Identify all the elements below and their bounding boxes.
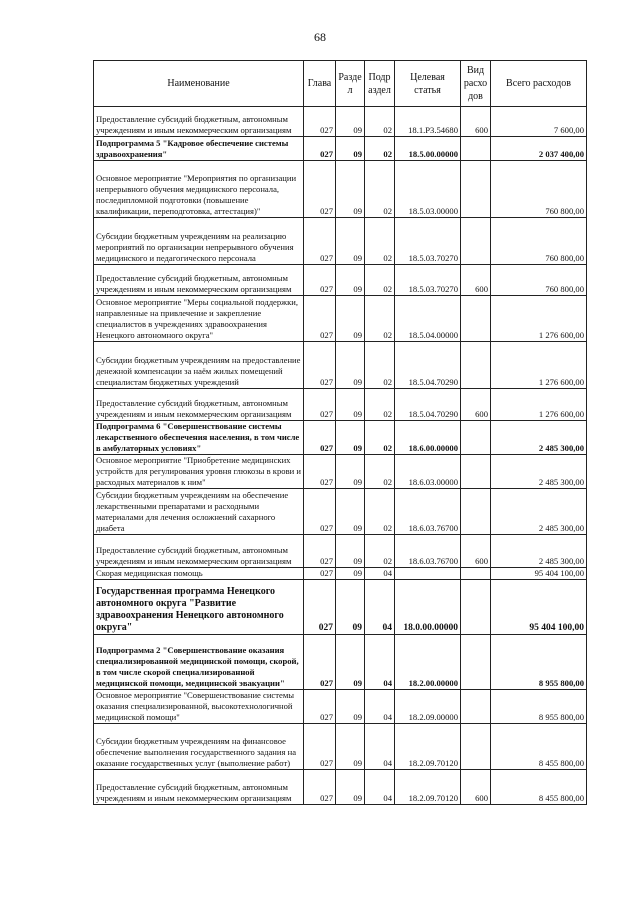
cell-amount: 760 800,00 xyxy=(491,265,587,296)
cell-amount: 2 485 300,00 xyxy=(491,455,587,489)
table-row xyxy=(94,580,587,635)
table-row xyxy=(94,265,587,296)
cell-amount: 95 404 100,00 xyxy=(491,568,587,580)
table-row xyxy=(94,161,587,218)
cell-razdel: 09 xyxy=(336,724,365,770)
cell-podrazdel: 02 xyxy=(365,489,395,535)
cell-glava: 027 xyxy=(304,218,336,265)
cell-glava: 027 xyxy=(304,107,336,137)
cell-article: 18.1.Р3.54680 xyxy=(395,107,461,137)
cell-glava: 027 xyxy=(304,770,336,805)
cell-razdel: 09 xyxy=(336,265,365,296)
cell-podrazdel: 02 xyxy=(365,137,395,161)
cell-podrazdel: 04 xyxy=(365,635,395,690)
cell-vid xyxy=(461,421,491,455)
cell-article: 18.2.00.00000 xyxy=(395,635,461,690)
cell-glava: 027 xyxy=(304,580,336,635)
cell-razdel: 09 xyxy=(336,296,365,342)
cell-glava: 027 xyxy=(304,489,336,535)
header-total: Всего расходов xyxy=(491,61,587,107)
cell-vid: 600 xyxy=(461,107,491,137)
cell-article: 18.5.03.70270 xyxy=(395,265,461,296)
header-glava: Глава xyxy=(304,61,336,107)
cell-vid xyxy=(461,296,491,342)
cell-article: 18.5.03.70270 xyxy=(395,218,461,265)
cell-name: Подпрограмма 2 "Совершенствование оказания специализированной медицинской помощи, скорой, в том числе скорой специализированной медицинской помощи, медицинской эвакуации" xyxy=(94,635,304,690)
cell-article: 18.2.09.70120 xyxy=(395,724,461,770)
cell-razdel: 09 xyxy=(336,568,365,580)
cell-glava: 027 xyxy=(304,342,336,389)
cell-name: Субсидии бюджетным учреждениям на предоставление денежной компенсации за наём жилых помещений специалистам бюджетных учреждений xyxy=(94,342,304,389)
cell-podrazdel: 02 xyxy=(365,296,395,342)
cell-vid: 600 xyxy=(461,770,491,805)
cell-vid xyxy=(461,342,491,389)
table-row xyxy=(94,690,587,724)
cell-razdel: 09 xyxy=(336,161,365,218)
header-article: Целевая статья xyxy=(395,61,461,107)
header-podrazdel: Подр аздел xyxy=(365,61,395,107)
table-header-row xyxy=(94,61,587,107)
cell-glava: 027 xyxy=(304,724,336,770)
cell-podrazdel: 02 xyxy=(365,265,395,296)
cell-glava: 027 xyxy=(304,137,336,161)
cell-name: Подпрограмма 6 "Совершенствование системы лекарственного обеспечения населения, в том числе в амбулаторных условиях" xyxy=(94,421,304,455)
cell-article: 18.0.00.00000 xyxy=(395,580,461,635)
cell-article xyxy=(395,568,461,580)
cell-razdel: 09 xyxy=(336,342,365,389)
cell-razdel: 09 xyxy=(336,421,365,455)
table-row xyxy=(94,770,587,805)
table-row xyxy=(94,389,587,421)
cell-vid xyxy=(461,724,491,770)
cell-vid xyxy=(461,489,491,535)
cell-razdel: 09 xyxy=(336,489,365,535)
cell-razdel: 09 xyxy=(336,218,365,265)
cell-vid xyxy=(461,218,491,265)
cell-name: Субсидии бюджетным учреждениям на обеспечение лекарственными препаратами и расходными материалами для лечения осложнений сахарного диабета xyxy=(94,489,304,535)
cell-name: Подпрограмма 5 "Кадровое обеспечение системы здравоохранения" xyxy=(94,137,304,161)
cell-article: 18.6.03.76700 xyxy=(395,535,461,568)
cell-razdel: 09 xyxy=(336,137,365,161)
cell-glava: 027 xyxy=(304,455,336,489)
cell-glava: 027 xyxy=(304,421,336,455)
cell-razdel: 09 xyxy=(336,690,365,724)
cell-name: Государственная программа Ненецкого автономного округа "Развитие здравоохранения Ненецкого автономного округа" xyxy=(94,580,304,635)
header-razdel: Разде л xyxy=(336,61,365,107)
cell-podrazdel: 02 xyxy=(365,421,395,455)
cell-glava: 027 xyxy=(304,389,336,421)
cell-name: Основное мероприятие "Совершенствование системы оказания специализированной, высокотехнологичной медицинской помощи" xyxy=(94,690,304,724)
cell-razdel: 09 xyxy=(336,107,365,137)
table-row xyxy=(94,489,587,535)
cell-vid xyxy=(461,137,491,161)
cell-amount: 760 800,00 xyxy=(491,161,587,218)
cell-name: Скорая медицинская помощь xyxy=(94,568,304,580)
cell-amount: 7 600,00 xyxy=(491,107,587,137)
cell-amount: 8 455 800,00 xyxy=(491,770,587,805)
table-row xyxy=(94,635,587,690)
cell-glava: 027 xyxy=(304,568,336,580)
cell-article: 18.5.04.00000 xyxy=(395,296,461,342)
cell-name: Предоставление субсидий бюджетным, автономным учреждениям и иным некоммерческим организациям xyxy=(94,107,304,137)
cell-vid: 600 xyxy=(461,389,491,421)
cell-vid xyxy=(461,580,491,635)
cell-glava: 027 xyxy=(304,690,336,724)
cell-razdel: 09 xyxy=(336,455,365,489)
cell-podrazdel: 02 xyxy=(365,161,395,218)
cell-article: 18.5.00.00000 xyxy=(395,137,461,161)
cell-amount: 1 276 600,00 xyxy=(491,342,587,389)
budget-table xyxy=(93,60,587,805)
cell-podrazdel: 04 xyxy=(365,724,395,770)
cell-podrazdel: 04 xyxy=(365,770,395,805)
header-vid: Вид расхо дов xyxy=(461,61,491,107)
cell-razdel: 09 xyxy=(336,389,365,421)
cell-podrazdel: 04 xyxy=(365,690,395,724)
cell-amount: 1 276 600,00 xyxy=(491,389,587,421)
cell-amount: 2 485 300,00 xyxy=(491,421,587,455)
cell-podrazdel: 02 xyxy=(365,342,395,389)
cell-name: Субсидии бюджетным учреждениям на реализацию мероприятий по организации непрерывного обучения медицинского и педагогического персонала xyxy=(94,218,304,265)
cell-name: Основное мероприятие "Мероприятия по организации непрерывного обучения медицинского персонала, последипломной подготовки (повышение квалификации, переподготовка, аттестация)" xyxy=(94,161,304,218)
cell-article: 18.6.03.76700 xyxy=(395,489,461,535)
table-row xyxy=(94,455,587,489)
cell-glava: 027 xyxy=(304,296,336,342)
cell-name: Основное мероприятие "Меры социальной поддержки, направленные на привлечение и закрепление специалистов в учреждениях здравоохранения Ненецкого автономного округа" xyxy=(94,296,304,342)
table-row xyxy=(94,421,587,455)
cell-amount: 1 276 600,00 xyxy=(491,296,587,342)
cell-razdel: 09 xyxy=(336,535,365,568)
cell-amount: 760 800,00 xyxy=(491,218,587,265)
table-row xyxy=(94,568,587,580)
table-row xyxy=(94,137,587,161)
cell-glava: 027 xyxy=(304,161,336,218)
cell-amount: 95 404 100,00 xyxy=(491,580,587,635)
cell-name: Предоставление субсидий бюджетным, автономным учреждениям и иным некоммерческим организациям xyxy=(94,535,304,568)
cell-vid xyxy=(461,690,491,724)
cell-glava: 027 xyxy=(304,535,336,568)
cell-glava: 027 xyxy=(304,265,336,296)
cell-name: Предоставление субсидий бюджетным, автономным учреждениям и иным некоммерческим организациям xyxy=(94,770,304,805)
cell-amount: 8 955 800,00 xyxy=(491,635,587,690)
header-name: Наименование xyxy=(94,61,304,107)
cell-article: 18.5.04.70290 xyxy=(395,342,461,389)
table-row xyxy=(94,218,587,265)
cell-podrazdel: 02 xyxy=(365,107,395,137)
cell-vid xyxy=(461,161,491,218)
cell-vid xyxy=(461,568,491,580)
cell-amount: 2 485 300,00 xyxy=(491,535,587,568)
table-row xyxy=(94,296,587,342)
table-row xyxy=(94,107,587,137)
cell-name: Основное мероприятие "Приобретение медицинских устройств для регулирования уровня глюкозы в крови и расходных материалов к ним" xyxy=(94,455,304,489)
cell-amount: 2 485 300,00 xyxy=(491,489,587,535)
cell-podrazdel: 04 xyxy=(365,568,395,580)
cell-glava: 027 xyxy=(304,635,336,690)
cell-article: 18.2.09.70120 xyxy=(395,770,461,805)
cell-podrazdel: 02 xyxy=(365,535,395,568)
cell-amount: 2 037 400,00 xyxy=(491,137,587,161)
cell-amount: 8 455 800,00 xyxy=(491,724,587,770)
cell-name: Предоставление субсидий бюджетным, автономным учреждениям и иным некоммерческим организациям xyxy=(94,265,304,296)
cell-article: 18.6.03.00000 xyxy=(395,455,461,489)
table-row xyxy=(94,724,587,770)
cell-vid: 600 xyxy=(461,535,491,568)
cell-podrazdel: 02 xyxy=(365,455,395,489)
cell-name: Субсидии бюджетным учреждениям на финансовое обеспечение выполнения государственного задания на оказание государственных услуг (выполнение работ) xyxy=(94,724,304,770)
table-row xyxy=(94,535,587,568)
cell-razdel: 09 xyxy=(336,580,365,635)
cell-podrazdel: 02 xyxy=(365,218,395,265)
cell-article: 18.6.00.00000 xyxy=(395,421,461,455)
cell-amount: 8 955 800,00 xyxy=(491,690,587,724)
cell-razdel: 09 xyxy=(336,635,365,690)
cell-article: 18.5.04.70290 xyxy=(395,389,461,421)
cell-razdel: 09 xyxy=(336,770,365,805)
cell-vid xyxy=(461,455,491,489)
cell-article: 18.2.09.00000 xyxy=(395,690,461,724)
cell-name: Предоставление субсидий бюджетным, автономным учреждениям и иным некоммерческим организациям xyxy=(94,389,304,421)
cell-article: 18.5.03.00000 xyxy=(395,161,461,218)
table-row xyxy=(94,342,587,389)
page-number: 68 xyxy=(314,30,326,44)
cell-podrazdel: 02 xyxy=(365,389,395,421)
cell-vid xyxy=(461,635,491,690)
cell-vid: 600 xyxy=(461,265,491,296)
cell-podrazdel: 04 xyxy=(365,580,395,635)
